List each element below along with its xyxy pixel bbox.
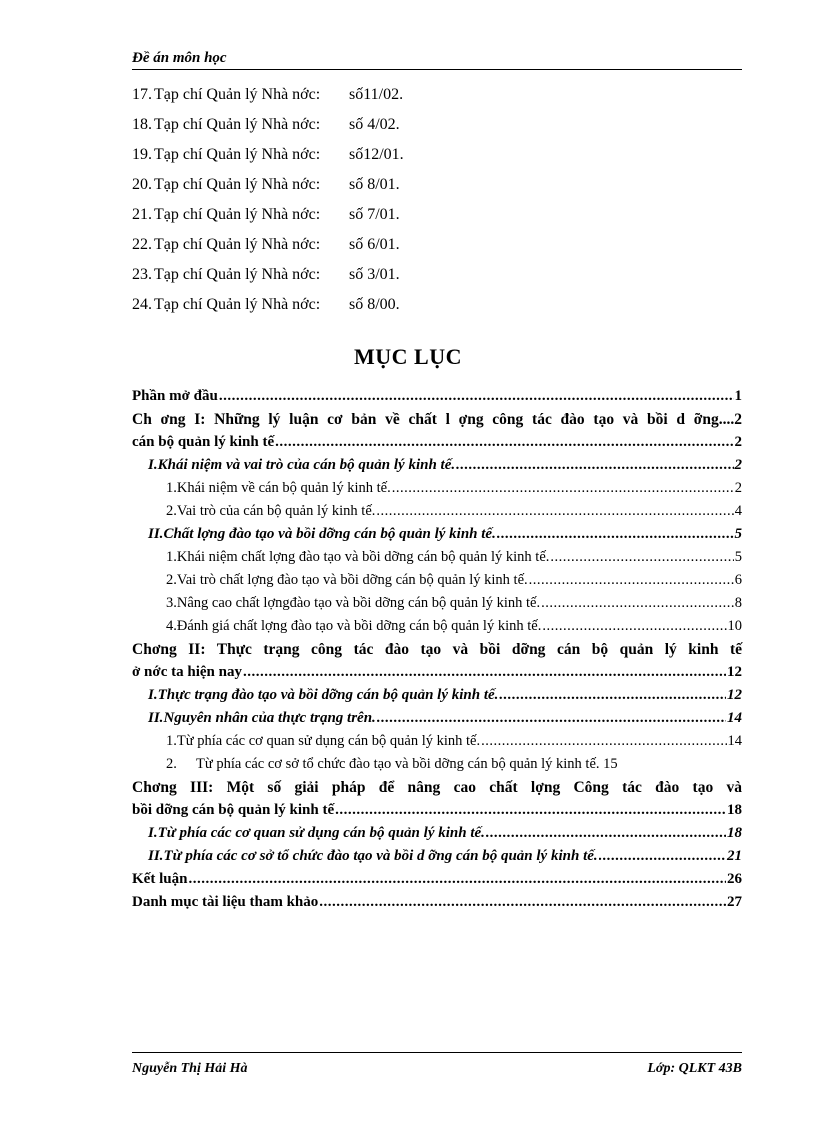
toc-entry-chapter-1-cont[interactable]: cán bộ quản lý kinh tế ..... 2 [132, 431, 742, 454]
reference-item [132, 200, 732, 230]
toc-entry-subsection[interactable]: 2. Vai trò của cán bộ quản lý kinh tế. ..... 4 [132, 500, 742, 523]
footer-author: Nguyễn Thị Hải Hà [132, 1061, 248, 1076]
toc-entry-subsection[interactable]: 2. Vai trò chất lợng đào tạo và bồi dỡng cán bộ quản lý kinh tế. ..... 6 [132, 569, 742, 592]
toc-entry-section[interactable]: I. Khái niệm và vai trò của cán bộ quản lý kinh tế. ..... 2 [132, 454, 742, 477]
reference-item [132, 230, 732, 260]
header-title: Đề án môn học [132, 50, 227, 66]
toc-entry-intro[interactable]: Phần mở đầu ..... 1 [132, 385, 742, 408]
toc-chapter-2-heading: Chơng II: Thực trạng công tác đào tạo và bồi dỡng cán bộ quản lý kinh tế [132, 641, 742, 658]
toc-entry-chapter-1[interactable] [132, 408, 742, 431]
toc-chapter-1-heading: Ch ơng I: Những lý luận cơ bản về chất l ợng công tác đào tạo và bồi d ỡng....2 [132, 411, 742, 428]
toc-entry-section[interactable]: II. Nguyên nhân của thực trạng trên. ..... 14 [132, 707, 742, 730]
toc-entry-subsection[interactable]: 4. Đánh giá chất lợng đào tạo và bồi dỡng cán bộ quản lý kinh tế. ..... 10 [132, 615, 742, 638]
toc-entry-subsection[interactable]: 3. Nâng cao chất lợngđào tạo và bồi dỡng cán bộ quản lý kinh tế. ..... 8 [132, 592, 742, 615]
reference-item [132, 80, 732, 110]
toc-entry-references[interactable]: Danh mục tài liệu tham khảo ..... 27 [132, 891, 742, 914]
toc-entry-section[interactable]: I. Thực trạng đào tạo và bồi dỡng cán bộ quản lý kinh tế. ..... 12 [132, 684, 742, 707]
reference-title: Tạp chí Quản lý Nhà nớc: [154, 206, 321, 223]
toc-entry-chapter-3-cont[interactable]: bồi dỡng cán bộ quản lý kinh tế ..... 18 [132, 799, 742, 822]
reference-number: 22. [132, 236, 152, 253]
reference-issue: số 6/01. [349, 236, 400, 253]
reference-number: 18. [132, 116, 152, 133]
reference-item [132, 260, 732, 290]
reference-issue: số11/02. [349, 86, 404, 103]
toc-entry-section[interactable]: II. Chất lợng đào tạo và bồi dỡng cán bộ quản lý kinh tế. ..... 5 [132, 523, 742, 546]
reference-item [132, 290, 732, 320]
toc-entry-chapter-3[interactable] [132, 776, 742, 799]
reference-issue: số 3/01. [349, 266, 400, 283]
reference-issue: số 8/00. [349, 296, 400, 313]
reference-item [132, 140, 732, 170]
reference-title: Tạp chí Quản lý Nhà nớc: [154, 146, 321, 163]
toc-entry-chapter-2[interactable] [132, 638, 742, 661]
reference-issue: số12/01. [349, 146, 404, 163]
reference-issue: số 7/01. [349, 206, 400, 223]
reference-title: Tạp chí Quản lý Nhà nớc: [154, 116, 321, 133]
reference-item [132, 110, 732, 140]
toc-entry-section[interactable]: II. Từ phía các cơ sở tổ chức đào tạo và bồi d ỡng cán bộ quản lý kinh tế. ..... 21 [132, 845, 742, 868]
toc-entry-section[interactable]: I. Từ phía các cơ quan sử dụng cán bộ quản lý kinh tế. ..... 18 [132, 822, 742, 845]
reference-title: Tạp chí Quản lý Nhà nớc: [154, 296, 321, 313]
reference-number: 21. [132, 206, 152, 223]
page-footer [132, 1052, 742, 1083]
table-of-contents [132, 385, 742, 914]
toc-entry-subsection[interactable]: 1. Từ phía các cơ quan sử dụng cán bộ quản lý kinh tế. ..... 14 [132, 730, 742, 753]
reference-number: 17. [132, 86, 152, 103]
reference-number: 23. [132, 266, 152, 283]
toc-entry-subsection[interactable]: 2. Từ phía các cơ sở tổ chức đào tạo và bồi dỡng cán bộ quản lý kinh tế. 15 [166, 756, 618, 772]
reference-item [132, 170, 732, 200]
reference-title: Tạp chí Quản lý Nhà nớc: [154, 266, 321, 283]
reference-number: 24. [132, 296, 152, 313]
toc-title: MỤC LỤC [354, 344, 462, 369]
toc-entry-chapter-2-cont[interactable]: ở nớc ta hiện nay ..... 12 [132, 661, 742, 684]
reference-title: Tạp chí Quản lý Nhà nớc: [154, 86, 321, 103]
reference-title: Tạp chí Quản lý Nhà nớc: [154, 176, 321, 193]
page-header [132, 50, 742, 70]
toc-chapter-3-heading: Chơng III: Một số giải pháp để nâng cao chất lợng Công tác đào tạo và [132, 779, 742, 796]
toc-entry-conclusion[interactable]: Kết luận ..... 26 [132, 868, 742, 891]
footer-class: Lớp: QLKT 43B [647, 1061, 742, 1076]
reference-title: Tạp chí Quản lý Nhà nớc: [154, 236, 321, 253]
reference-issue: số 4/02. [349, 116, 400, 133]
toc-entry-subsection[interactable]: 1. Khái niệm chất lợng đào tạo và bồi dỡng cán bộ quản lý kinh tế. ..... 5 [132, 546, 742, 569]
reference-issue: số 8/01. [349, 176, 400, 193]
reference-number: 19. [132, 146, 152, 163]
reference-number: 20. [132, 176, 152, 193]
reference-list [132, 80, 732, 320]
toc-entry-subsection[interactable]: 1. Khái niệm về cán bộ quản lý kinh tế. ..... 2 [132, 477, 742, 500]
